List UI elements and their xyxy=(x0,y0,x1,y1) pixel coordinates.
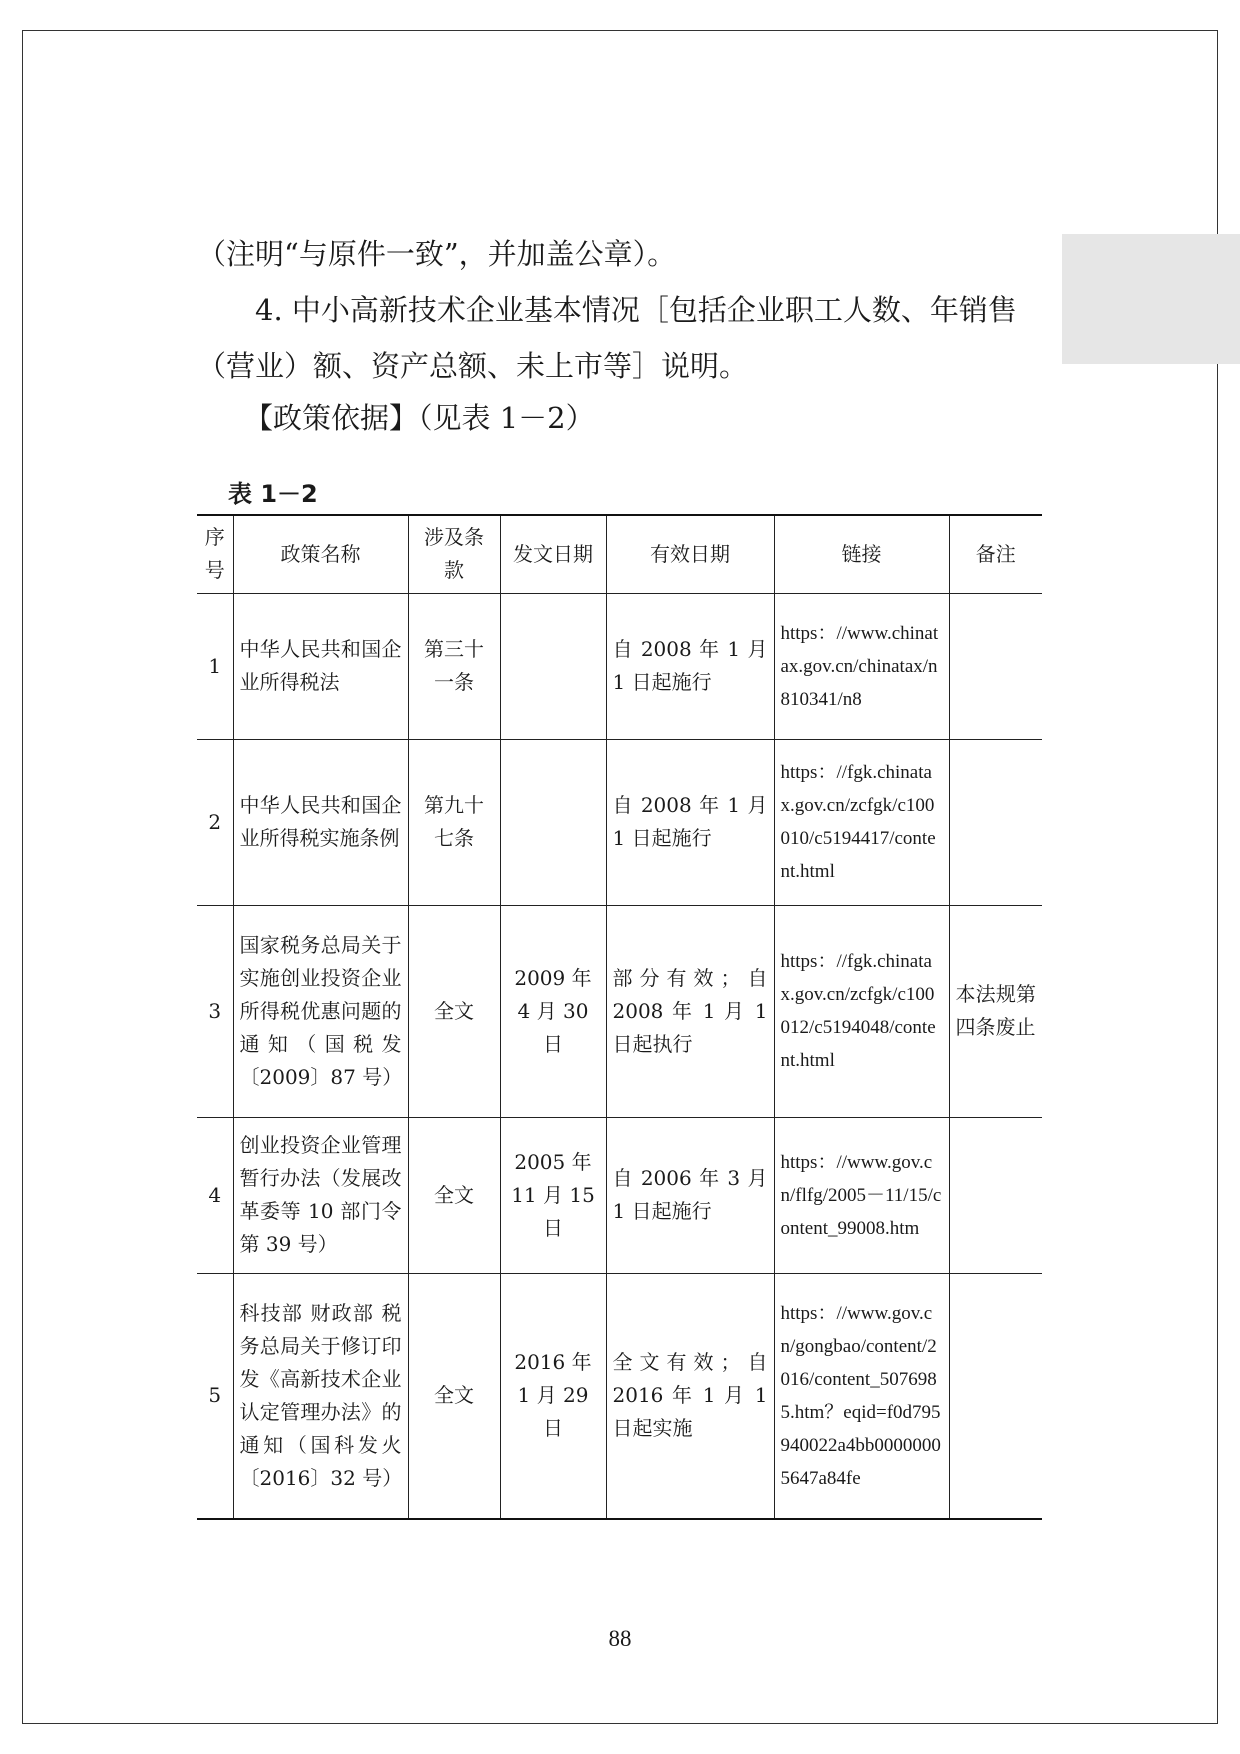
table-header-row xyxy=(197,515,1042,593)
table-row xyxy=(197,1273,1042,1519)
table-row xyxy=(197,739,1042,905)
row-clause: 全文 xyxy=(408,905,500,1117)
chapter-side-tab xyxy=(1062,234,1240,364)
row-issue-date: 2016 年 1 月 29 日 xyxy=(500,1273,606,1519)
row-index: 3 xyxy=(197,905,233,1117)
row-clause: 第三十一条 xyxy=(408,593,500,739)
header-link: 链接 xyxy=(774,515,949,593)
row-index: 5 xyxy=(197,1273,233,1519)
row-policy-name: 中华人民共和国企业所得税法 xyxy=(233,593,408,739)
policy-basis-heading: 【政策依据】（见表 1－2） xyxy=(244,401,595,435)
row-policy-name: 创业投资企业管理暂行办法（发展改革委等 10 部门令第 39 号） xyxy=(233,1117,408,1273)
row-index: 2 xyxy=(197,739,233,905)
row-note xyxy=(949,739,1042,905)
row-issue-date: 2009 年 4 月 30 日 xyxy=(500,905,606,1117)
row-issue-date xyxy=(500,593,606,739)
row-effective-date: 自 2008 年 1 月 1 日起施行 xyxy=(606,593,774,739)
row-policy-name: 中华人民共和国企业所得税实施条例 xyxy=(233,739,408,905)
table-row xyxy=(197,593,1042,739)
row-link[interactable]: https：//fgk.chinatax.gov.cn/zcfgk/c100012/c5194048/content.html xyxy=(774,905,949,1117)
row-note xyxy=(949,1117,1042,1273)
body-paragraph-item-4: 4. 中小高新技术企业基本情况［包括企业职工人数、年销售（营业）额、资产总额、未上市等］说明。 xyxy=(197,293,1017,383)
header-clause: 涉及条款 xyxy=(408,515,500,593)
row-policy-name: 科技部 财政部 税务总局关于修订印发《高新技术企业认定管理办法》的通知（国科发火〔2016〕32 号） xyxy=(233,1273,408,1519)
row-effective-date: 全文有效；自 2016 年 1 月 1 日起实施 xyxy=(606,1273,774,1519)
body-paragraph-certification: （注明“与原件一致”，并加盖公章）。 xyxy=(197,237,677,271)
row-effective-date: 自 2006 年 3 月 1 日起施行 xyxy=(606,1117,774,1273)
row-clause: 全文 xyxy=(408,1273,500,1519)
row-note xyxy=(949,1273,1042,1519)
row-issue-date xyxy=(500,739,606,905)
row-index: 4 xyxy=(197,1117,233,1273)
row-policy-name: 国家税务总局关于实施创业投资企业所得税优惠问题的通知（国税发〔2009〕87 号） xyxy=(233,905,408,1117)
row-clause: 全文 xyxy=(408,1117,500,1273)
page-number: 88 xyxy=(608,1626,632,1651)
row-link[interactable]: https：//www.gov.cn/gongbao/content/2016/content_5076985.htm？eqid=f0d795940022a4bb00000005647a84fe xyxy=(774,1273,949,1519)
table-row xyxy=(197,1117,1042,1273)
row-link[interactable]: https：//www.chinatax.gov.cn/chinatax/n810341/n8 xyxy=(774,593,949,739)
row-effective-date: 自 2008 年 1 月 1 日起施行 xyxy=(606,739,774,905)
row-note xyxy=(949,593,1042,739)
row-link[interactable]: https：//www.gov.cn/flfg/2005－11/15/content_99008.htm xyxy=(774,1117,949,1273)
header-effective-date: 有效日期 xyxy=(606,515,774,593)
table-row xyxy=(197,905,1042,1117)
header-index: 序号 xyxy=(197,515,233,593)
row-issue-date: 2005 年 11 月 15 日 xyxy=(500,1117,606,1273)
header-policy-name: 政策名称 xyxy=(233,515,408,593)
header-issue-date: 发文日期 xyxy=(500,515,606,593)
row-index: 1 xyxy=(197,593,233,739)
row-effective-date: 部分有效；自 2008 年 1 月 1 日起执行 xyxy=(606,905,774,1117)
row-note: 本法规第四条废止 xyxy=(949,905,1042,1117)
table-caption: 表 1－2 xyxy=(228,480,318,508)
policy-table xyxy=(197,514,1042,1520)
header-note: 备注 xyxy=(949,515,1042,593)
row-clause: 第九十七条 xyxy=(408,739,500,905)
row-link[interactable]: https：//fgk.chinatax.gov.cn/zcfgk/c100010/c5194417/content.html xyxy=(774,739,949,905)
